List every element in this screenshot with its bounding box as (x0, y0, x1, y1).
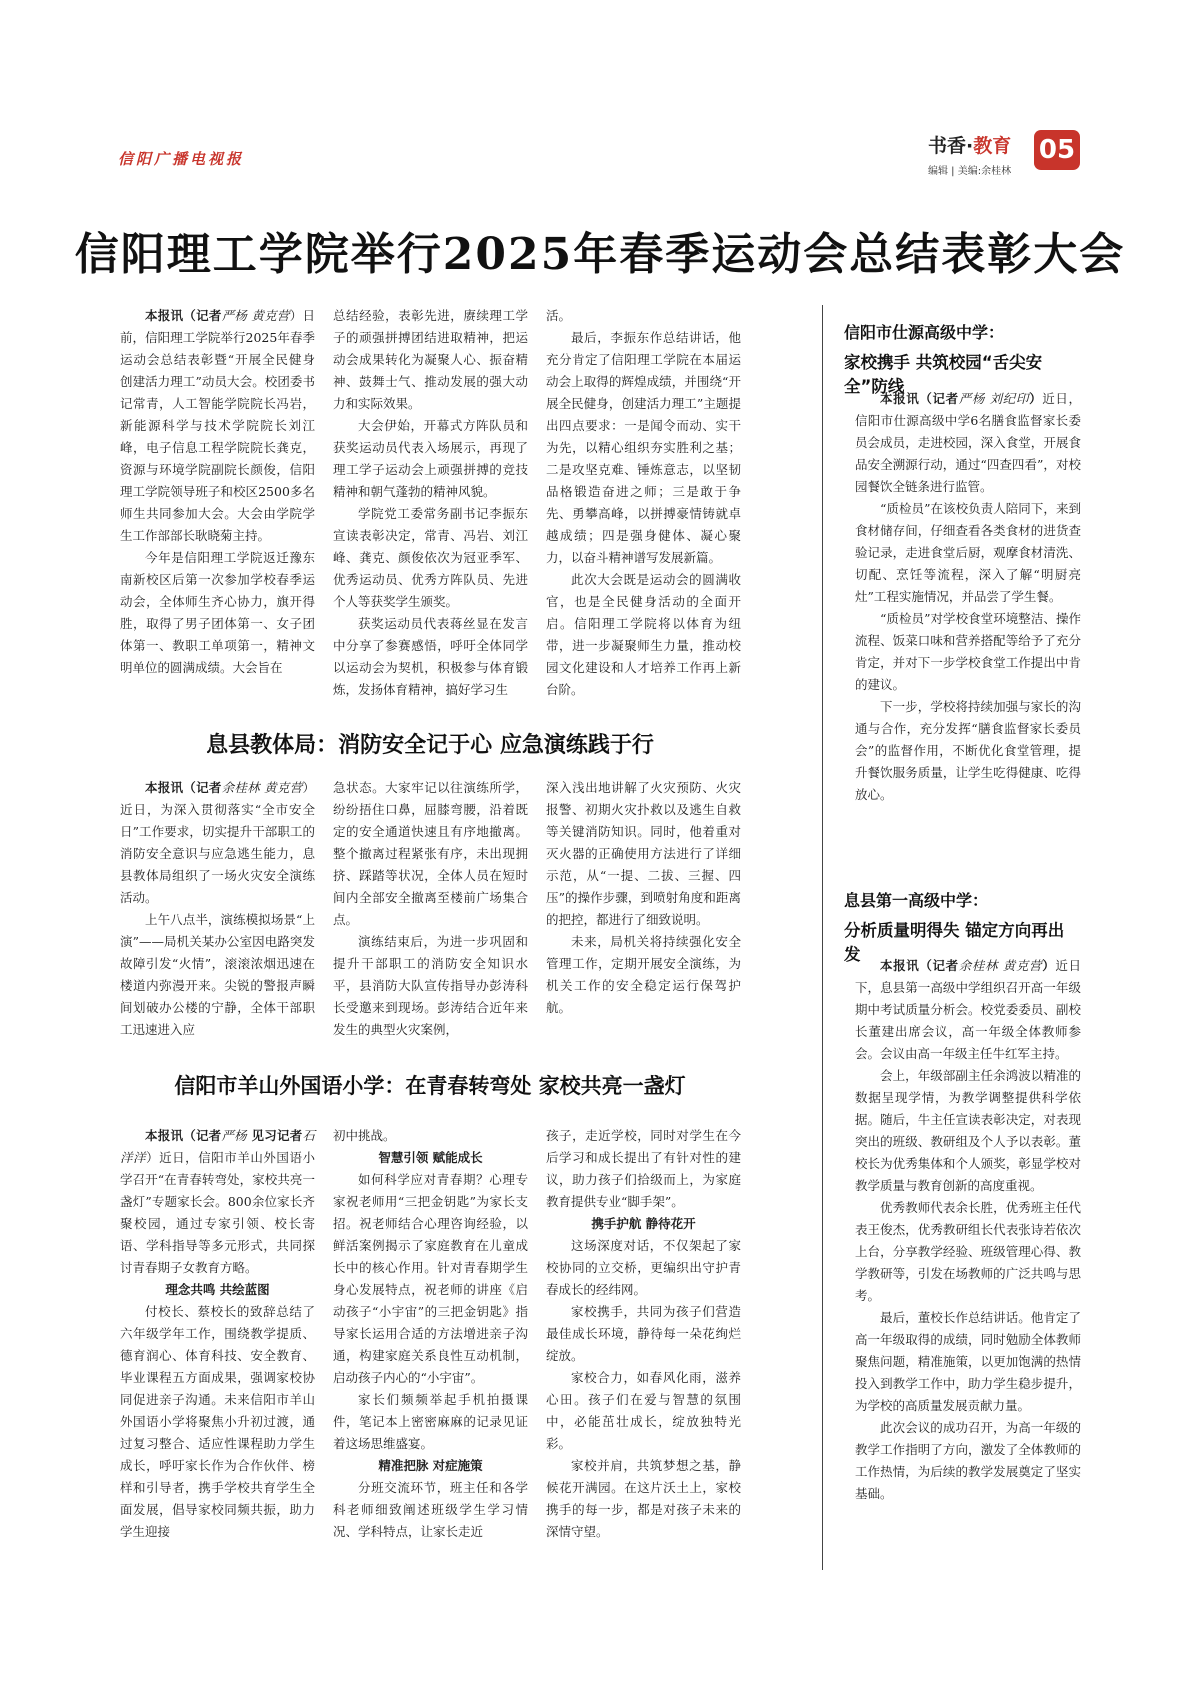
article2-paragraph: 急状态。大家牢记以往演练所学，纷纷捂住口鼻，屈膝弯腰，沿着既定的安全通道快速且有序地撤离。整个撤离过程紧张有序，未出现拥挤、踩踏等状况，全体人员在短时间内全部安全撤离至楼前广场集合点。 (333, 780, 528, 927)
article3-subhead: 精准把脉 对症施策 (378, 1458, 483, 1473)
article3-subhead: 携手护航 静待花开 (591, 1216, 696, 1231)
page-number: 05 (1034, 130, 1080, 170)
article3-subhead: 理念共鸣 共绘蓝图 (165, 1282, 270, 1297)
article1-headline: 信阳理工学院举行2025年春季运动会总结表彰大会 (74, 229, 1126, 280)
article1-paragraph: 本报讯（记者严杨 黄克营）日前，信阳理工学院举行2025年春季运动会总结表彰暨“开展全民健身 创建活力理工”动员大会。校团委书记常青，人工智能学院院长冯岩，新能源科学与技术学院院长刘江峰，电子信息工程学院院长龚克，资源与环境学院副院长颜俊，信阳理工学院领导班子和校区2500多名师生共同参加大会。大会由学院学生工作部部长耿晓菊主持。 (120, 308, 315, 543)
article1-paragraph: 此次大会既是运动会的圆满收官，也是全民健身活动的全面开启。信阳理工学院将以体育为纽带，进一步凝聚师生力量，推动校园文化建设和人才培养工作再上新台阶。 (546, 572, 741, 697)
article4-body (855, 388, 1081, 806)
article3-paragraph: 本报讯（记者严杨 见习记者石洋洋）近日，信阳市羊山外国语小学召开“在青春转弯处，家校共亮一盏灯”专题家长会。800余位家长齐聚校园，通过专家引领、校长寄语、学科指导等多元形式，共同探讨青春期子女教育方略。 (120, 1128, 315, 1275)
article3-paragraph: 分班交流环节，班主任和各学科老师细致阐述班级学生学习情况、学科特点，让家长走近 (333, 1480, 528, 1539)
article1-column-3 (546, 305, 741, 701)
article2-paragraph: 本报讯（记者余桂林 黄克营）近日，为深入贯彻落实“全市安全日”工作要求，切实提升干部职工的消防安全意识与应急逃生能力，息县教体局组织了一场火灾安全演练活动。 (120, 780, 315, 905)
article3-column-2 (333, 1125, 528, 1543)
article4-paragraph: 下一步，学校将持续加强与家长的沟通与合作，充分发挥“膳食监督家长委员会”的监督作用，不断优化食堂管理，提升餐饮服务质量，让学生吃得健康、吃得放心。 (855, 699, 1081, 802)
article5-paragraph: 优秀教师代表余长胜，优秀班主任代表王俊杰，优秀教研组长代表张诗若依次上台，分享教学经验、班级管理心得、教学教研等，引发在场教师的广泛共鸣与思考。 (855, 1200, 1081, 1303)
article3-paragraph: 这场深度对话，不仅架起了家校协同的立交桥，更编织出守护青春成长的经纬网。 (546, 1238, 741, 1297)
article1-column-2 (333, 305, 528, 701)
article1-paragraph: 活。 (546, 308, 572, 323)
article5-headline: 息县第一高级中学： 分析质量明得失 锚定方向再出发 (844, 891, 1065, 964)
article2-paragraph: 上午八点半，演练模拟场景“上演”——局机关某办公室因电路突发故障引发“火情”，滚滚浓烟迅速在楼道内弥漫开来。尖锐的警报声瞬间划破办公楼的宁静，全体干部职工迅速进入应 (120, 912, 315, 1037)
article3-paragraph: 付校长、蔡校长的致辞总结了六年级学年工作，围绕教学提质、德育润心、体育科技、安全教育、毕业课程五方面成果，强调家校协同促进亲子沟通。未来信阳市羊山外国语小学将聚焦小升初过渡，通过复习整合、适应性课程助力学生成长，呼吁家长作为合作伙伴、榜样和引导者，携手学校共育学生全面发展，倡导家校同频共振，助力学生迎接 (120, 1304, 315, 1539)
article1-paragraph: 学院党工委常务副书记李振东宣读表彰决定，常青、冯岩、刘江峰、龚克、颜俊依次为冠亚季军、优秀运动员、优秀方阵队员、先进个人等获奖学生颁奖。 (333, 506, 528, 609)
article2-column-3 (546, 777, 741, 1019)
byline: 本报讯（记者严杨 见习记者石洋洋 (120, 1128, 315, 1165)
article3-column-1 (120, 1125, 315, 1543)
byline: 本报讯（记者余桂林 黄克营） (880, 958, 1056, 973)
byline: 本报讯（记者严杨 黄克营 (145, 308, 290, 323)
article2-paragraph: 深入浅出地讲解了火灾预防、火灾报警、初期火灾扑救以及逃生自救等关键消防知识。同时，他着重对灭火器的正确使用方法进行了详细示范，从“一提、二拔、三握、四压”的操作步骤，到喷射角度和距离的把控，都进行了细致说明。 (546, 780, 741, 927)
article5-paragraph: 会上，年级部副主任余鸿波以精准的数据呈现学情，为教学调整提供科学依据。随后，牛主任宣读表彰决定，对表现突出的班级、教研组及个人予以表彰。董校长为优秀集体和个人颁奖，彰显学校对教学质量与教育创新的高度重视。 (855, 1068, 1081, 1193)
article3-headline: 信阳市羊山外国语小学：在青春转弯处 家校共亮一盏灯 (174, 1073, 686, 1098)
article1-paragraph: 总结经验，表彰先进，赓续理工学子的顽强拼搏团结进取精神，把运动会成果转化为凝聚人心、振奋精神、鼓舞士气、推动发展的强大动力和实际效果。 (333, 308, 528, 411)
paper-name: 信阳广播电视报 (118, 150, 245, 168)
article1-column-1 (120, 305, 315, 679)
article4-paragraph: 本报讯（记者严杨 刘纪印）近日，信阳市仕源高级中学6名膳食监督家长委员会成员，走进校园，深入食堂，开展食品安全溯源行动，通过“四查四看”，对校园餐饮全链条进行监管。 (855, 391, 1081, 494)
article3-paragraph: 家校携手，共同为孩子们营造最佳成长环境，静待每一朵花绚烂绽放。 (546, 1304, 741, 1363)
article1-paragraph: 获奖运动员代表蒋丝显在发言中分享了参赛感悟，呼吁全体同学以运动会为契机，积极参与体育锻炼，发扬体育精神，搞好学习生 (333, 616, 528, 697)
article4-paragraph: “质检员”在该校负责人陪同下，来到食材储存间，仔细查看各类食材的进货查验记录，走进食堂后厨，观摩食材清洗、切配、烹饪等流程，深入了解“明厨亮灶”工程实施情况，并品尝了学生餐。 (855, 501, 1081, 604)
article4-paragraph: “质检员”对学校食堂环境整洁、操作流程、饭菜口味和营养搭配等给予了充分肯定，并对下一步学校食堂工作提出中肯的建议。 (855, 611, 1081, 692)
article5-paragraph: 最后，董校长作总结讲话。他肯定了高一年级取得的成绩，同时勉励全体教师聚焦问题，精准施策，以更加饱满的热情投入到教学工作中，助力学生稳步提升，为学校的高质量发展贡献力量。 (855, 1310, 1081, 1413)
editors-line: 编辑 | 美编:余桂林 (928, 166, 1012, 177)
article5-paragraph: 此次会议的成功召开，为高一年级的教学工作指明了方向，激发了全体教师的工作热情，为后续的教学发展奠定了坚实基础。 (855, 1420, 1081, 1501)
byline: 本报讯（记者严杨 刘纪印） (880, 391, 1043, 406)
byline: 本报讯（记者余桂林 黄克营 (145, 780, 303, 795)
article3-subhead: 智慧引领 赋能成长 (378, 1150, 483, 1165)
article1-paragraph: 大会伊始，开幕式方阵队员和获奖运动员代表入场展示，再现了理工学子运动会上顽强拼搏的竞技精神和朝气蓬勃的精神风貌。 (333, 418, 528, 499)
article3-paragraph: 家校合力，如春风化雨，滋养心田。孩子们在爱与智慧的氛围中，必能茁壮成长，绽放独特光彩。 (546, 1370, 741, 1451)
article3-paragraph: 初中挑战。 (333, 1128, 396, 1143)
article2-paragraph: 演练结束后，为进一步巩固和提升干部职工的消防安全知识水平，县消防大队宣传指导办彭涛科长受邀来到现场。彭涛结合近年来发生的典型火灾案例， (333, 934, 528, 1037)
article3-paragraph: 家长们频频举起手机拍摄课件，笔记本上密密麻麻的记录见证着这场思维盛宴。 (333, 1392, 528, 1451)
article3-paragraph: 孩子，走近学校，同时对学生在今后学习和成长提出了有针对性的建议，助力孩子们拾级而上，为家庭教育提供专业“脚手架”。 (546, 1128, 741, 1209)
article3-paragraph: 家校并肩，共筑梦想之基，静候花开满园。在这片沃土上，家校携手的每一步，都是对孩子未来的深情守望。 (546, 1458, 741, 1539)
column-divider (822, 305, 823, 1570)
article3-paragraph: 如何科学应对青春期？心理专家祝老师用“三把金钥匙”为家长支招。祝老师结合心理咨询经验，以鲜活案例揭示了家庭教育在儿童成长中的核心作用。针对青春期学生身心发展特点，祝老师的讲座《启动孩子“小宇宙”的三把金钥匙》指导家长运用合适的方法增进亲子沟通，构建家庭关系良性互动机制，启动孩子内心的“小宇宙”。 (333, 1172, 528, 1385)
article1-paragraph: 最后，李振东作总结讲话，他充分肯定了信阳理工学院在本届运动会上取得的辉煌成绩，并围绕“开展全民健身，创建活力理工”主题提出四点要求：一是闻令而动、实干为先，以精心组织夯实胜利之基；二是攻坚克难、锤炼意志，以坚韧品格锻造奋进之师；三是敢于争先、勇攀高峰，以拼搏豪情铸就卓越成绩；四是强身健体、凝心聚力，以奋斗精神谱写发展新篇。 (546, 330, 741, 565)
article5-paragraph: 本报讯（记者余桂林 黄克营）近日下，息县第一高级中学组织召开高一年级期中考试质量分析会。校党委委员、副校长董建出席会议，高一年级全体教师参会。会议由高一年级主任牛红军主持。 (855, 958, 1081, 1061)
section-name: 书香·教育 (928, 135, 1012, 157)
article2-column-1 (120, 777, 315, 1041)
article4-headline: 信阳市仕源高级中学： 家校携手 共筑校园“舌尖安全”防线 (844, 323, 1043, 396)
article3-column-3 (546, 1125, 741, 1543)
article5-body (855, 955, 1081, 1505)
article2-headline: 息县教体局：消防安全记于心 应急演练践于行 (206, 732, 654, 758)
article1-paragraph: 今年是信阳理工学院返迁豫东南新校区后第一次参加学校春季运动会，全体师生齐心协力，旗开得胜，取得了男子团体第一、女子团体第一、教职工单项第一，精神文明单位的圆满成绩。大会旨在 (120, 550, 315, 675)
article2-paragraph: 未来，局机关将持续强化安全管理工作，定期开展安全演练，为机关工作的安全稳定运行保驾护航。 (546, 934, 741, 1015)
section-header (928, 131, 1011, 177)
article2-column-2 (333, 777, 528, 1041)
